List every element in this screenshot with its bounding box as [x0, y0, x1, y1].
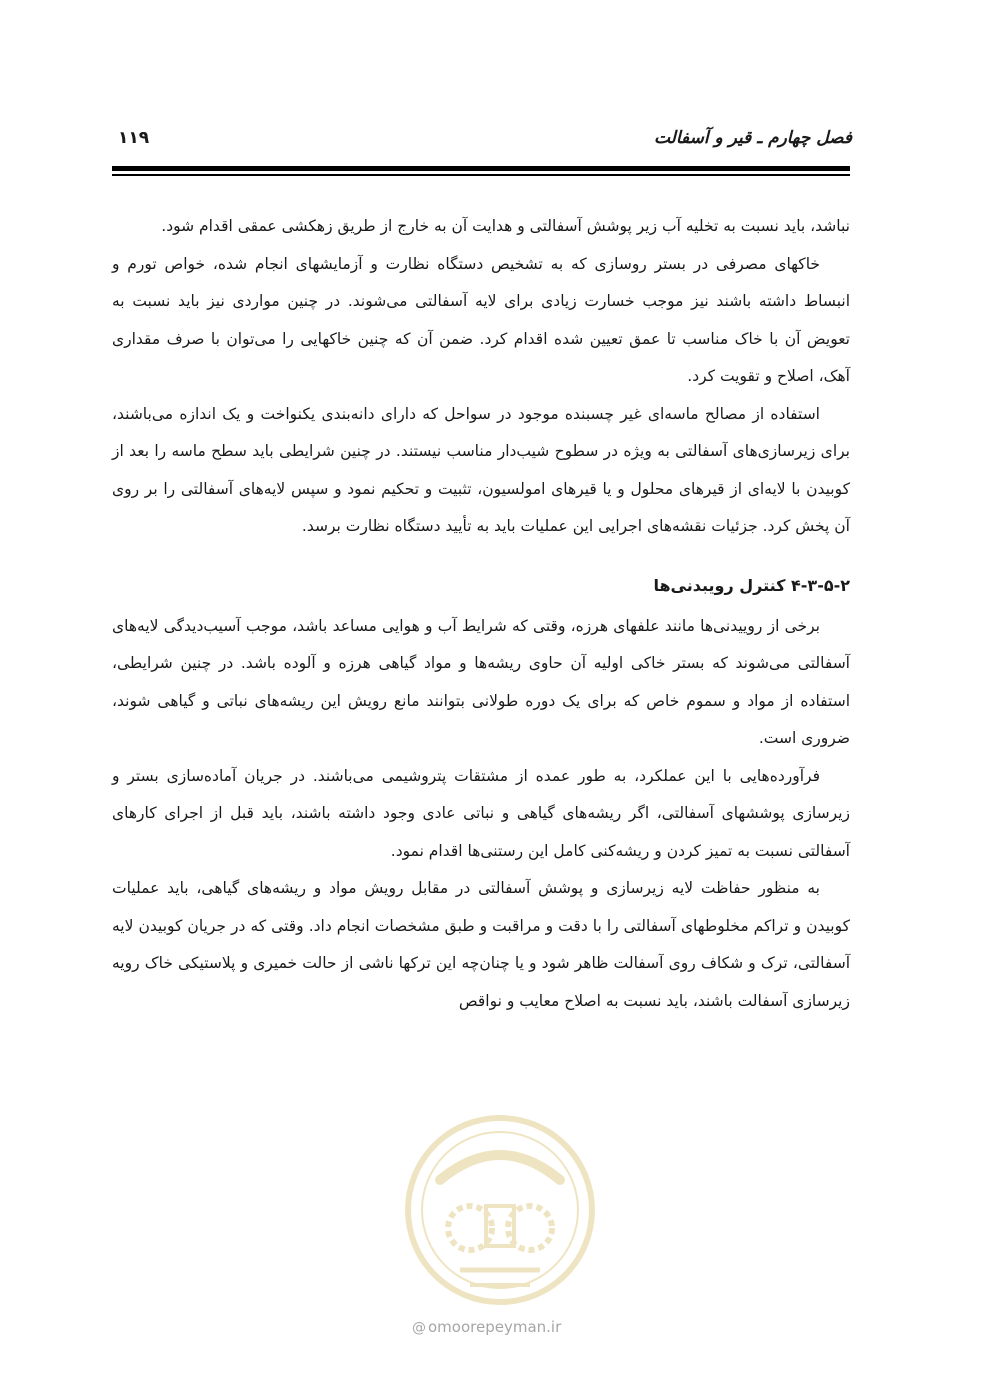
header-rule-thick	[112, 166, 850, 171]
paragraph: برخی از روییدنی‌ها مانند علفهای هرزه، وقتی که شرایط آب و هوایی مساعد باشد، موجب آسیب‌دیدگی لایه‌های آسفالتی می‌شوند که بستر خاکی اولیه آن حاوی ریشه‌ها و مواد گیاهی هرزه و آلوده باشد. در چنین شرایطی، استفاده از مواد و سموم خاص که برای یک دوره طولانی بتوانند مانع رویش این ریشه‌های نباتی و گیاهی شوند، ضروری است.	[112, 616, 850, 747]
paragraph: نباشد، باید نسبت به تخلیه آب زیر پوشش آسفالتی و هدایت آن به خارج از طریق زهکشی عمقی اقدام شود.	[161, 217, 850, 235]
paragraph: استفاده از مصالح ماسه‌ای غیر چسبنده موجود در سواحل که دارای دانه‌بندی یکنواخت و یک اندازه می‌باشند، برای زیرسازی‌های آسفالتی به ویژه در سطوح شیب‌دار مناسب نیستند. در چنین شرایطی باید سطح ماسه را بعد از کوبیدن با لایه‌ای از قیرهای محلول و یا قیرهای امولسیون، تثبیت و تحکیم نمود و سپس لایه‌های آسفالتی را بر روی آن پخش کرد. جزئیات نقشه‌های اجرایی این عملیات باید به تأیید دستگاه نظارت برسد.	[112, 404, 850, 535]
at-icon: @	[412, 1320, 426, 1336]
page-number: ۱۱۹	[118, 128, 150, 148]
body-text	[112, 208, 850, 1020]
section-heading: ۴-۳-۵-۲ کنترل رویبدنی‌ها	[653, 575, 850, 595]
header-rule-thin	[112, 174, 850, 176]
paragraph: به منظور حفاظت لایه زیرسازی و پوشش آسفالتی در مقابل رویش مواد و ریشه‌های گیاهی، باید عملیات کوبیدن و تراکم مخلوطهای آسفالتی را با دقت و مراقبت و طبق مشخصات انجام داد. وقتی که در جریان کوبیدن لایه آسفالتی، ترک و شکاف روی آسفالت ظاهر شود و یا چنان‌چه این ترکها ناشی از حالت خمیری و پلاستیکی خاک رویه زیرسازی آسفالت باشند، باید نسبت به اصلاح معایب و نواقص	[112, 879, 850, 1010]
paragraph: فرآورده‌هایی با این عملکرد، به طور عمده از مشتقات پتروشیمی می‌باشند. در جریان آماده‌سازی بستر و زیرسازی پوششهای آسفالتی، اگر ریشه‌های گیاهی و نباتی عادی وجود داشته باشند، باید قبل از اجرای کارهای آسفالتی نسبت به تمیز کردن و ریشه‌کنی کامل این رستنی‌ها اقدام نمود.	[112, 766, 850, 860]
chapter-title: فصل چهارم ـ قیر و آسفالت	[653, 128, 852, 148]
seal-logo-watermark-icon	[400, 1110, 600, 1310]
footer-site	[412, 1318, 561, 1336]
footer-site-text: omoorepeyman.ir	[428, 1318, 562, 1336]
paragraph: خاکهای مصرفی در بستر روسازی که به تشخیص دستگاه نظارت و آزمایشهای انجام شده، خواص تورم و انبساط داشته باشند نیز موجب خسارت زیادی برای لایه آسفالتی می‌شوند. در چنین مواردی نیز باید نسبت به تعویض آن با خاک مناسب تا عمق تعیین شده اقدام کرد. ضمن آن که چنین خاکهایی را می‌توان با صرف مقداری آهک، اصلاح و تقویت کرد.	[112, 254, 850, 385]
